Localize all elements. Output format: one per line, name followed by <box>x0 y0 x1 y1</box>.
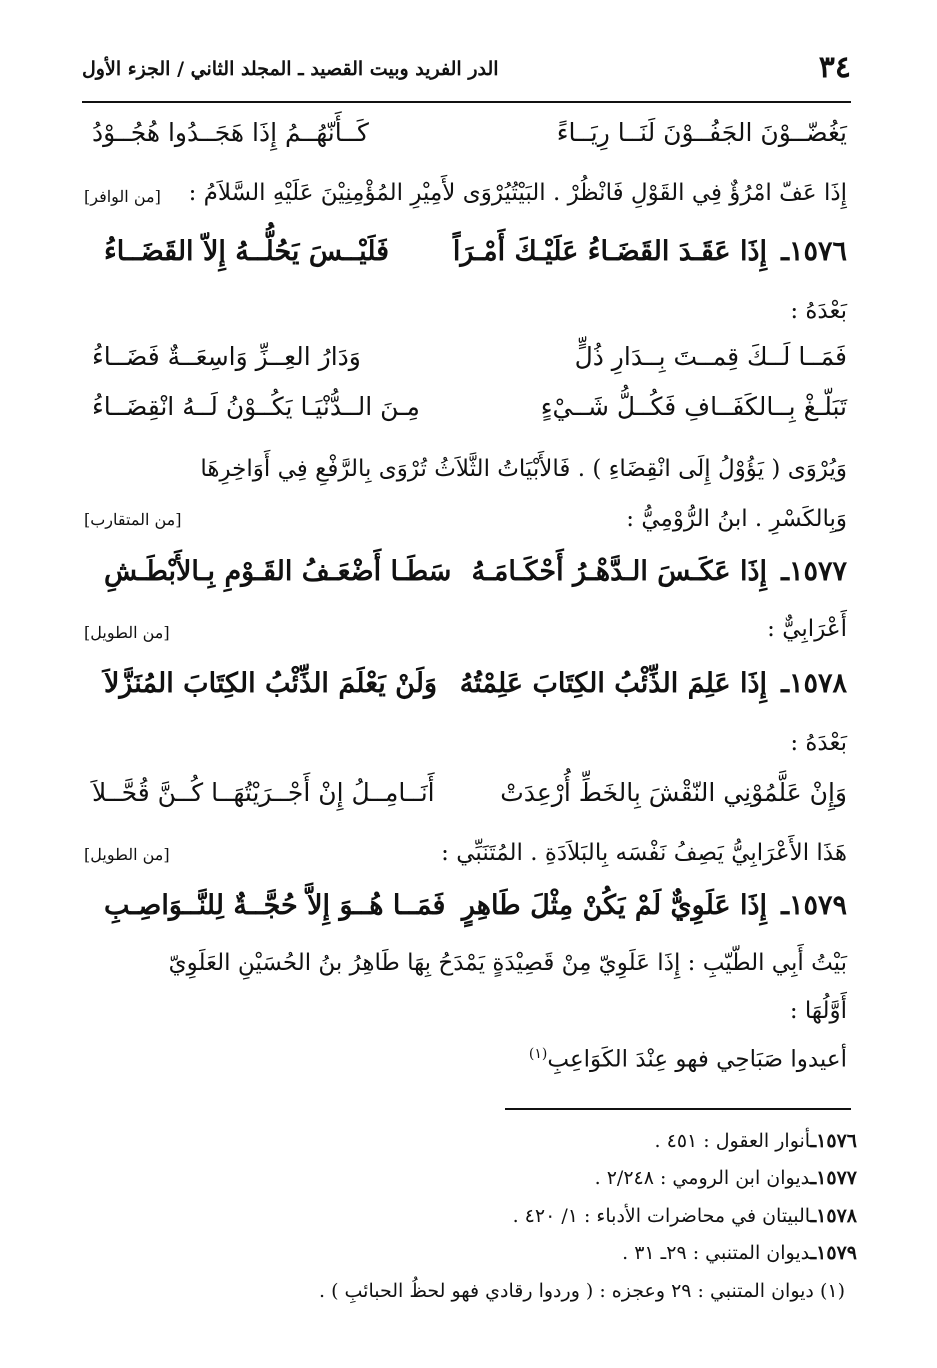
prose-line: بَعْدَهُ : <box>790 298 847 324</box>
footnote-number: ١٥٧٨ـ <box>810 1205 857 1227</box>
entry-first-hemistich <box>462 890 847 921</box>
entry-number: ١٥٧٩ـ <box>781 890 847 921</box>
footnote-rule <box>505 1108 851 1110</box>
prose-line: وَبِالكَسْرِ . ابنُ الرُّوْمِيُّ : <box>626 506 847 532</box>
entry-first-text: إِذَا عَلَوِيٌّ لَمْ يَكُنْ مِثْلَ طَاهِرٍ <box>461 890 768 921</box>
entry-verse-1576 <box>104 236 847 267</box>
meter-label: [من الوافر] <box>84 187 161 206</box>
footnote-text: البيتان في محاضرات الأدباء : ١/ ٤٢٠ . <box>512 1205 811 1227</box>
entry-second-hemistich: فَمَــا هُــوَ إِلاَّ حُجَّــةٌ لِلنَّــوَاصِـبِ <box>104 890 446 921</box>
running-title: الدر الفريد وبيت القصيد ـ المجلد الثاني / الجزء الأول <box>82 58 499 80</box>
footnote-text: ديوان ابن الرومي : ٢/٢٤٨ . <box>594 1167 811 1189</box>
footnote-number: ١٥٧٧ـ <box>810 1167 857 1189</box>
verse-second-hemistich: مِـنَ الــدُّنْيَـا يَكُــوْنُ لَــهُ انْقِضَــاءُ <box>92 392 420 421</box>
footnote <box>513 1205 857 1227</box>
header-rule <box>82 101 851 103</box>
meter-label: [من المتقارب] <box>84 510 182 529</box>
prose-line: أَوَّلُهَا : <box>789 998 847 1024</box>
verse-first-hemistich: يَغُضّــوْنَ الجَفُــوْنَ لَنَــا رِيَــاءً <box>556 118 847 147</box>
verse-first-hemistich: فَمَــا لَــكَ قِمــتَ بِــدَارِ ذُلٍّ <box>574 342 847 371</box>
entry-verse-1579 <box>104 890 847 921</box>
footnote-text: أنوار العقول : ٤٥١ . <box>654 1130 811 1152</box>
prose-line: إِذَا عَفّ امْرُؤٌ فِي القَوْلِ فَانْظُرْ . البَيْتُيُرْوَى لأَمِيْرِ المُؤْمِنِيْنَ عَلَيْهِ السَّلاَمُ : <box>188 180 847 206</box>
prose-line: هَذَا الأَعْرَابِيُّ يَصِفُ نَفْسَه بِالبَلاَدَةِ . المُتَنَبِّي : <box>441 840 847 866</box>
entry-first-text: إِذَا عَكَـسَ الـدَّهْـرُ أَحْكَـامَـهُ <box>471 556 768 587</box>
verse-second-hemistich: أَنَــامِــلُ إِنْ أَجْــرَيْتُهَــا كُــنَّ قُحَّــلاَ <box>92 778 435 807</box>
footnote <box>595 1167 857 1189</box>
footnote-number: ١٥٧٦ـ <box>810 1130 857 1152</box>
prose-line: بَيْتُ أَبِي الطّيّبِ : إِذَا عَلَوِيّ مِنْ قَصِيْدَةٍ يَمْدَحُ بِهَا طَاهِرُ بنُ الحُسَيْنِ العَلَوِيّ <box>168 950 847 976</box>
footnote <box>319 1280 845 1302</box>
footnote-number: (١) <box>819 1280 845 1302</box>
footnote-text: ديوان المتنبي : ٢٩ وعجزه : ( وردوا رقادي فهو لحظُ الحبائبِ ) . <box>318 1280 814 1302</box>
entry-verse-1578 <box>104 668 847 699</box>
prose-line: بَعْدَهُ : <box>790 730 847 756</box>
footnote <box>622 1242 857 1264</box>
verse-line <box>92 118 847 147</box>
footnote-text: ديوان المتنبي : ٢٩ـ ٣١ . <box>622 1242 811 1264</box>
verse-line <box>92 392 847 421</box>
verse-line <box>92 342 847 371</box>
footnote-mark: (١) <box>528 1046 548 1062</box>
entry-first-hemistich <box>460 668 847 699</box>
entry-first-hemistich <box>453 236 847 267</box>
entry-second-hemistich: فَلَيْــسَ يَحُلُّــهُ إِلاّ القَضَــاءُ <box>104 236 390 267</box>
verse-second-hemistich: كَــأَنّهُــمُ إِذَا هَجَــدُوا هُجُــوْدُ <box>92 118 369 147</box>
entry-first-hemistich <box>472 556 847 587</box>
footnote-number: ١٥٧٩ـ <box>810 1242 857 1264</box>
verse-first-hemistich: تَبَلّـغْ بِــالكَفَــافِ فَكُــلُّ شَــيْءٍ <box>540 392 847 421</box>
footnote <box>655 1130 857 1152</box>
prose-line <box>529 1046 847 1073</box>
entry-second-hemistich: وَلَنْ يَعْلَمَ الذِّئْبُ الكِتَابَ المُنَزَّلاَ <box>104 668 438 699</box>
prose-line: وَيُرْوَى ( يَؤُوْلُ إِلَى انْقِضَاءِ ) . فَالأَبْيَاتُ الثَّلاَثُ تُرْوَى بِالرَّفْعِ فِي أَوَاخِرِهَا <box>200 456 847 482</box>
entry-second-hemistich: سَطَـا أَضْعَـفُ القَـوْمِ بِـالأَبْطَـشِ <box>104 556 452 587</box>
quoted-hemistich: أعيدوا صَبَاحِي فهو عِنْدَ الكَوَاعِبِ <box>547 1046 847 1073</box>
entry-number: ١٥٧٧ـ <box>781 556 847 587</box>
verse-first-hemistich: وَإِنْ عَلَّمُوْنِي النّقْشَ بِالخَطِّ أُرْعِدَتْ <box>500 778 847 807</box>
page-number: ٣٤ <box>818 50 851 85</box>
verse-line <box>92 778 847 807</box>
entry-number: ١٥٧٦ـ <box>781 236 847 267</box>
entry-verse-1577 <box>104 556 847 587</box>
verse-second-hemistich: وَدَارُ العِــزِّ وَاسِعَــةٌ فَضَــاءُ <box>92 342 361 371</box>
entry-first-text: إِذَا عَلِمَ الذِّئْبُ الكِتَابَ عَلِمْتُهُ <box>459 668 768 699</box>
meter-label: [من الطويل] <box>84 845 170 864</box>
meter-label: [من الطويل] <box>84 623 170 642</box>
entry-number: ١٥٧٨ـ <box>781 668 847 699</box>
prose-line: أَعْرَابِيٌّ : <box>767 616 847 642</box>
entry-first-text: إِذَا عَقَـدَ القَضَـاءُ عَلَيْـكَ أَمْـرَاً <box>452 236 768 267</box>
